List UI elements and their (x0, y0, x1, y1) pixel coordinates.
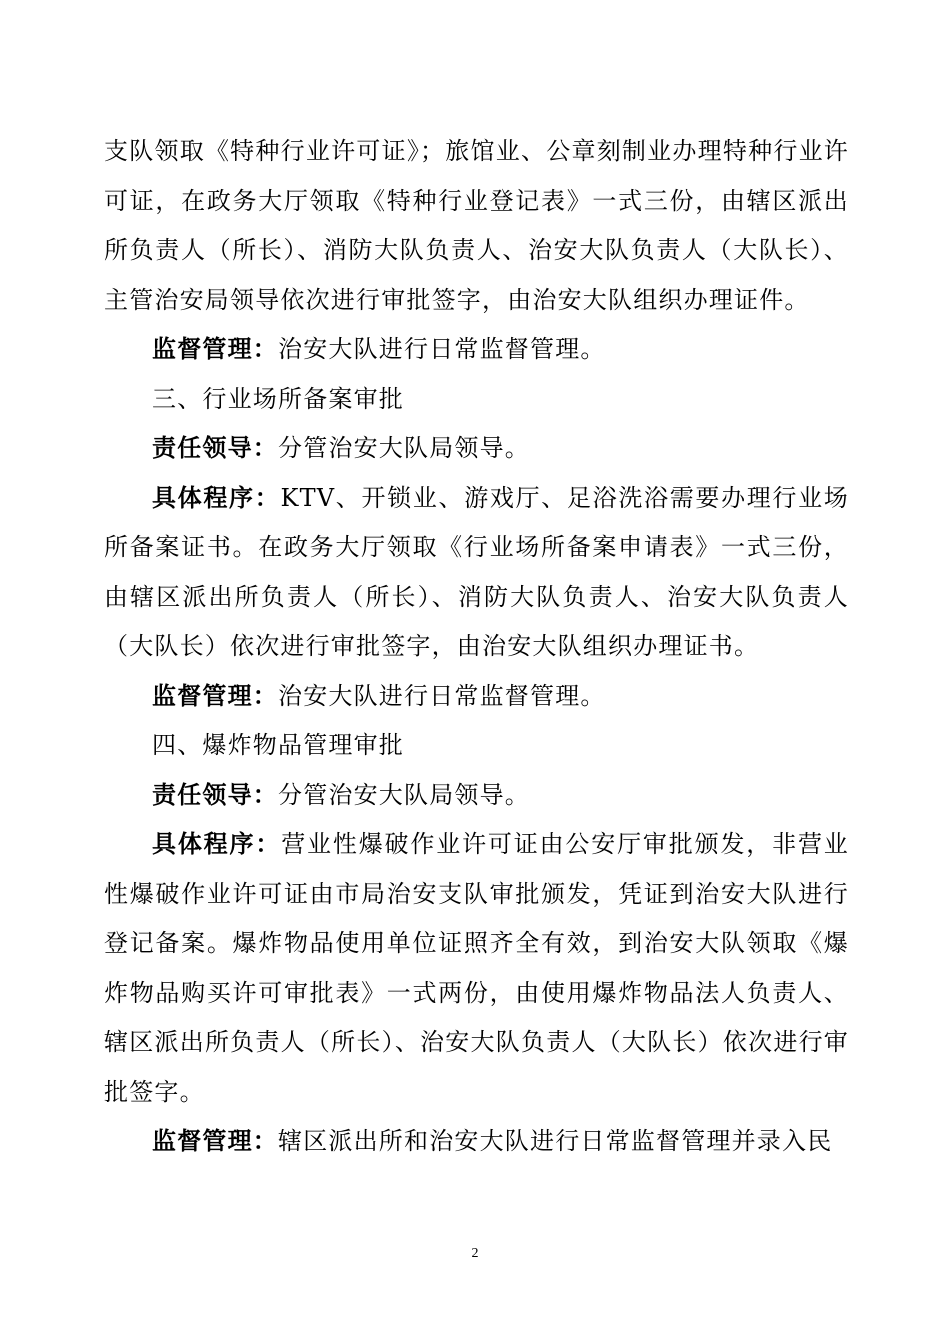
paragraph-supervision-1 (104, 325, 849, 375)
page-number: 2 (471, 1246, 479, 1261)
paragraph-label: 监督管理： (152, 335, 278, 363)
paragraph-leader-4 (104, 771, 849, 821)
paragraph-label: 具体程序： (152, 830, 282, 858)
paragraph-text: 分管治安大队局领导。 (278, 780, 530, 809)
paragraph-label: 监督管理： (152, 1127, 278, 1155)
paragraph-text: 治安大队进行日常监督管理。 (278, 335, 606, 363)
section-heading-3: 三、行业场所备案审批 (152, 384, 404, 413)
paragraph-text: 营业性爆破作业许可证由公安厅审批颁发，非营业性爆破作业许可证由市局治安支队审批颁发，凭证到治安大队进行登记备案。爆炸物品使用单位证照齐全有效，到治安大队领取《爆炸物品购买许可审批表》一式两份，由使用爆炸物品法人负责人、辖区派出所负责人（所长）、治安大队负责人（大队长）依次进行审批签字。 (104, 830, 850, 1106)
paragraph-procedure-4 (104, 820, 849, 1117)
paragraph-supervision-4 (104, 1117, 849, 1167)
paragraph-supervision-3 (104, 672, 849, 722)
paragraph-text: 治安大队进行日常监督管理。 (278, 681, 606, 710)
document-body (104, 127, 849, 1167)
paragraph-procedure-3 (104, 474, 849, 672)
section-heading-4: 四、爆炸物品管理审批 (152, 731, 404, 759)
paragraph-text: 分管治安大队局领导。 (278, 434, 530, 462)
paragraph-label: 责任领导： (152, 434, 278, 462)
paragraph-label: 监督管理： (152, 681, 278, 710)
paragraph-text: 支队领取《特种行业许可证》；旅馆业、公章刻制业办理特种行业许可证，在政务大厅领取《特种行业登记表》一式三份，由辖区派出所负责人（所长）、消防大队负责人、治安大队负责人（大队长）、主管治安局领导依次进行审批签字，由治安大队组织办理证件。 (104, 137, 849, 314)
paragraph-leader-3 (104, 424, 849, 474)
paragraph-text: KTV、开锁业、游戏厅、足浴洗浴需要办理行业场所备案证书。在政务大厅领取《行业场所备案申请表》一式三份，由辖区派出所负责人（所长）、消防大队负责人、治安大队负责人（大队长）依次进行审批签字，由治安大队组织办理证书。 (104, 483, 850, 660)
paragraph-label: 责任领导： (152, 780, 278, 809)
paragraph-permit-continuation (104, 127, 849, 325)
paragraph-text: 辖区派出所和治安大队进行日常监督管理并录入民 (278, 1127, 833, 1155)
paragraph-label: 具体程序： (152, 483, 281, 512)
